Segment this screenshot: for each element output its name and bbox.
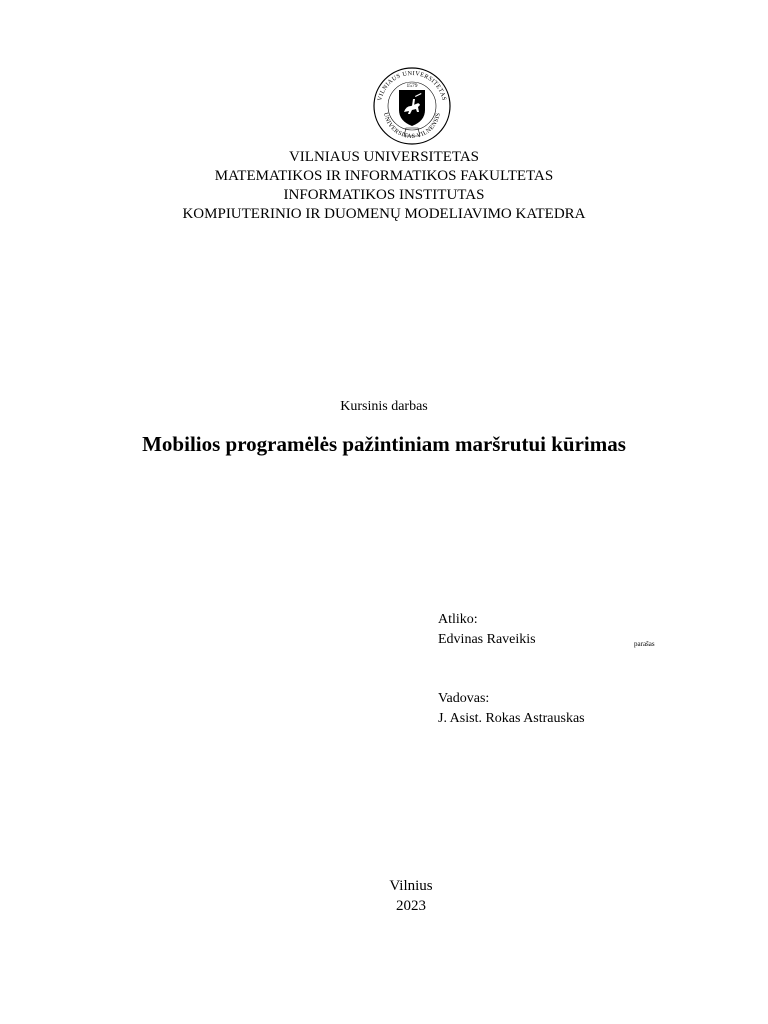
supervisor-name: J. Asist. Rokas Astrauskas [438, 711, 585, 726]
svg-text:1579: 1579 [406, 83, 418, 89]
supervisor-label: Vadovas: [438, 691, 490, 706]
institution-block [0, 148, 768, 224]
author-name: Edvinas Raveikis [438, 632, 536, 647]
footer-block [0, 876, 768, 916]
department-name: KOMPIUTERINIO IR DUOMENŲ MODELIAVIMO KATEDRA [182, 206, 586, 222]
faculty-name: MATEMATIKOS IR INFORMATIKOS FAKULTETAS [214, 168, 554, 184]
svg-text:UNIVERSITAS VILNENSIS: UNIVERSITAS VILNENSIS [382, 111, 442, 141]
footer-city: Vilnius [389, 878, 433, 894]
svg-text:VILNIAUS UNIVERSITETAS: VILNIAUS UNIVERSITETAS [376, 69, 448, 102]
footer-year: 2023 [396, 898, 426, 914]
signature-label: parašas [634, 640, 655, 648]
work-type: Kursinis darbas [340, 399, 428, 414]
author-label: Atliko: [438, 612, 478, 627]
work-title: Mobilios programėlės pažintiniam maršrutui kūrimas [142, 432, 626, 456]
university-name: VILNIAUS UNIVERSITETAS [288, 149, 480, 165]
university-seal-icon [372, 66, 452, 146]
supervisor-block [438, 689, 585, 729]
author-block [438, 610, 536, 650]
institute-name: INFORMATIKOS INSTITUTAS [283, 187, 485, 203]
